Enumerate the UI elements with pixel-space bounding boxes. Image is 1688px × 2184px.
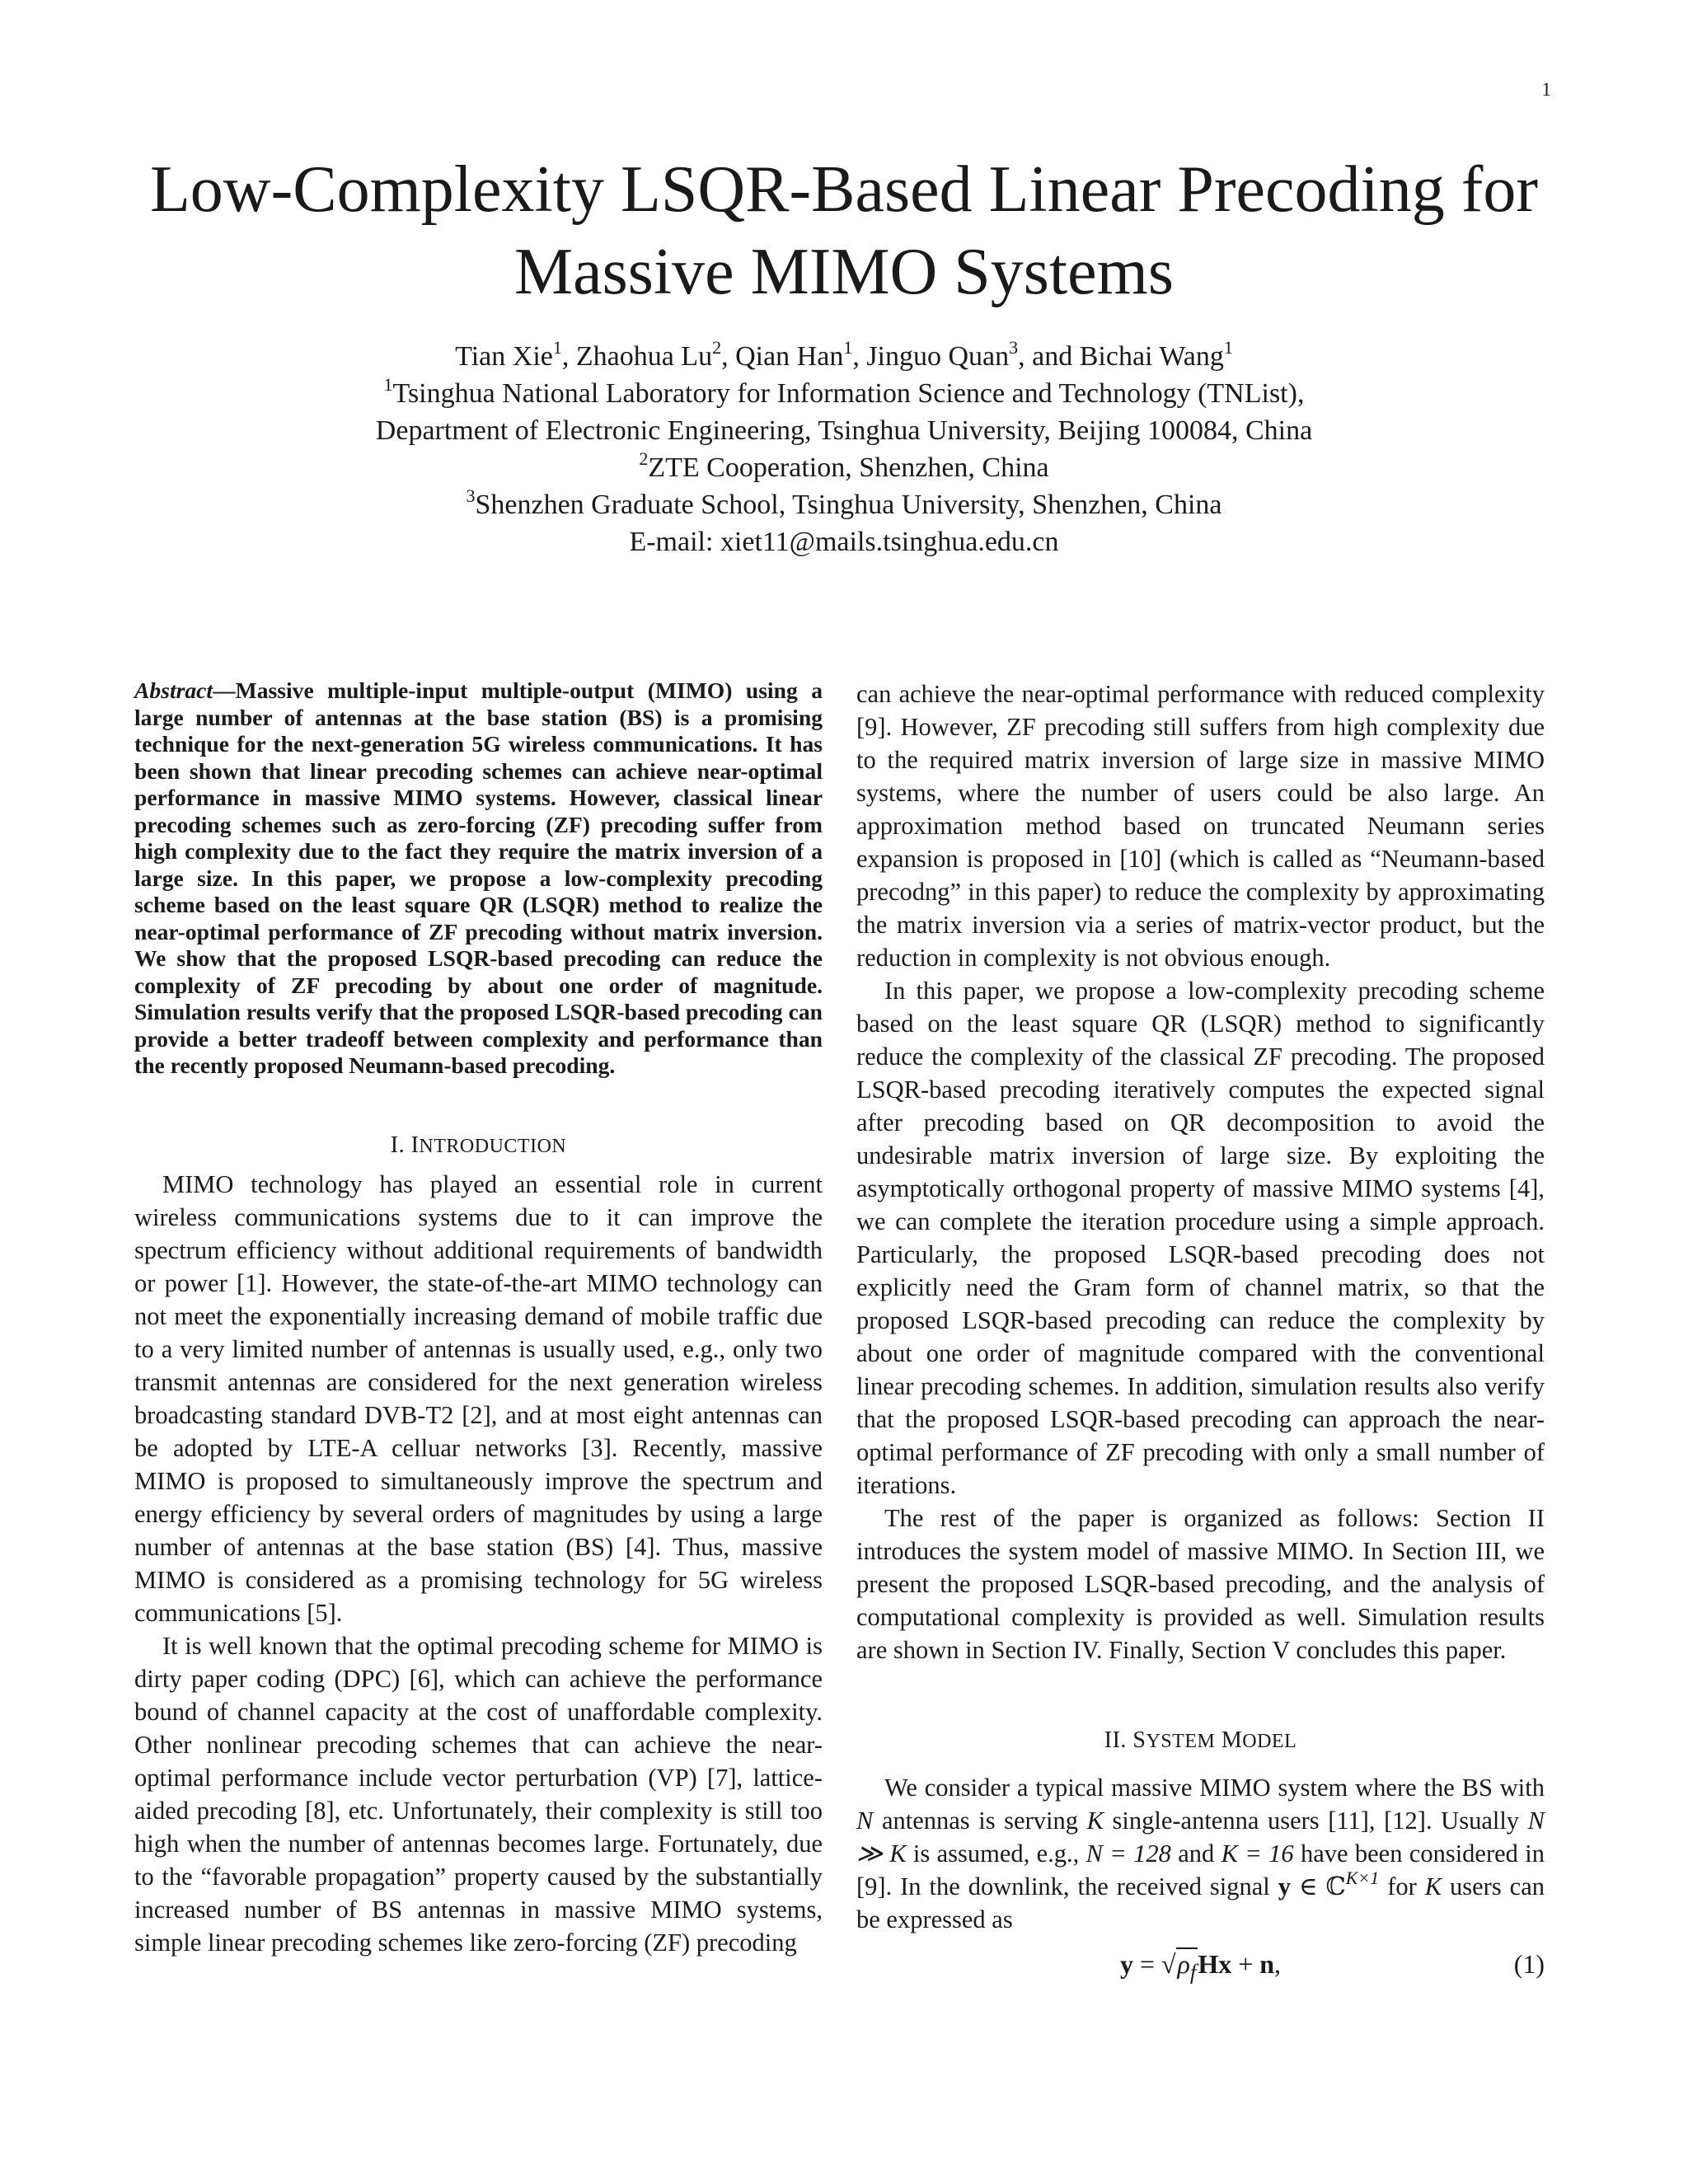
math-symbol: ρ <box>1177 1949 1190 1979</box>
section-heading-introduction <box>134 1129 823 1163</box>
text-run: for <box>1379 1872 1425 1900</box>
section-number: I. <box>390 1132 411 1158</box>
title-line-2: Massive MIMO Systems <box>513 236 1175 308</box>
affiliation-mark: 3 <box>1009 336 1019 358</box>
equation-1 <box>856 1943 1545 1985</box>
abstract-label: Abstract <box>134 677 213 703</box>
title-line-1: Low-Complexity LSQR-Based Linear Precoding for <box>149 153 1539 226</box>
math-vector: n <box>1259 1949 1275 1979</box>
text-run: have been considered in [9]. In the downlink, the received signal <box>856 1840 1545 1900</box>
author-name: , Zhaohua Lu <box>561 341 713 372</box>
heading-rest: NTRODUCTION <box>419 1135 567 1157</box>
math-vector: y <box>1119 1949 1133 1979</box>
intro-paragraph-2-continued: can achieve the near-optimal performance with reduced complexity [9]. However, ZF precoding still suffers from high complexity due to the required matrix inversion of large size in massive MIMO systems, where the number of users could be also large. An approximation method based on truncated Neumann series expansion is proposed in [10] (which is called as “Neumann-based precodng” in this paper) to reduce the complexity by approximating the matrix inversion via a series of matrix-vector product, but the reduction in complexity is not obvious enough. <box>856 680 1545 972</box>
math-symbol: K <box>1424 1872 1442 1900</box>
math-symbol: N <box>856 1807 874 1835</box>
affiliation-2 <box>165 449 1523 486</box>
punctuation: , <box>1274 1949 1282 1979</box>
author-list <box>165 338 1523 375</box>
affiliation-mark: 2 <box>712 336 722 358</box>
affiliation-mark: 1 <box>552 336 562 358</box>
author-name: , Qian Han <box>721 341 844 372</box>
math-operator: + <box>1231 1949 1260 1979</box>
affiliation-text: Shenzhen Graduate School, Tsinghua University, Shenzhen, China <box>475 490 1222 520</box>
equation-body <box>856 1943 1545 1993</box>
heading-initial: I <box>410 1132 420 1158</box>
intro-paragraph-4: The rest of the paper is organized as follows: Section II introduces the system model of massive MIMO. In Section III, we present the proposed LSQR-based precoding, and the analysis of computational complexity is provided as well. Simulation results are shown in Section IV. Finally, Section V concludes this paper. <box>856 1504 1545 1664</box>
affiliation-1b: Department of Electronic Engineering, Tsinghua University, Beijing 100084, China <box>375 415 1313 446</box>
affiliation-1 <box>165 375 1523 412</box>
text-run: single-antenna users [11], [12]. Usually <box>1103 1807 1528 1835</box>
intro-paragraph-2: It is well known that the optimal precoding scheme for MIMO is dirty paper coding (DPC) [6], which can achieve the performance bound of channel capacity at the cost of unaffordable complexity. Other nonlinear precoding schemes that can achieve the near-optimal performance include vector perturbation (VP) [7], lattice-aided precoding [8], etc. Unfortunately, their complexity is still too high when the number of antennas becomes large. Fortunately, due to the “favorable propagation” property caused by the substantially increased number of BS antennas in massive MIMO systems, simple linear precoding schemes like zero-forcing (ZF) precoding <box>134 1631 823 1957</box>
math-vector: Hx <box>1198 1949 1232 1979</box>
sqrt-argument <box>1176 1947 1198 1985</box>
math-subscript: f <box>1189 1959 1197 1985</box>
affiliation-text: ZTE Cooperation, Shenzhen, China <box>648 452 1049 483</box>
affiliation-mark: 1 <box>1223 336 1233 358</box>
affiliation-3 <box>165 486 1523 523</box>
affiliation-mark: 3 <box>466 485 476 506</box>
math-expression: N = 128 <box>1085 1840 1171 1868</box>
left-column <box>134 677 823 1959</box>
system-model-paragraph <box>856 1771 1545 1936</box>
affiliation-mark: 1 <box>843 336 853 358</box>
heading-initial: M <box>1221 1727 1243 1753</box>
math-expression: N ≫ K <box>856 1807 1545 1868</box>
sqrt-symbol: √ <box>1160 1949 1176 1979</box>
text-run: antennas is serving <box>873 1807 1087 1835</box>
text-run: We consider a typical massive MIMO system where the BS with <box>884 1774 1545 1802</box>
text-run: and <box>1170 1840 1221 1868</box>
heading-rest: ODEL <box>1242 1731 1297 1752</box>
text-run: users can be expressed as <box>856 1872 1545 1933</box>
text-run: is assumed, e.g., <box>906 1840 1086 1868</box>
abstract-text: —Massive multiple-input multiple-output (MIMO) using a large number of antennas at the base station (BS) is a promising technique for the next-generation 5G wireless communications. It has been shown that linear precoding schemes can achieve near-optimal performance in massive MIMO systems. However, classical linear precoding schemes such as zero-forcing (ZF) precoding suffer from high complexity due to the fact they require the matrix inversion of a large size. In this paper, we propose a low-complexity precoding scheme based on the least square QR (LSQR) method to realize the near-optimal performance of ZF precoding without matrix inversion. We show that the proposed LSQR-based precoding can reduce the complexity of ZF precoding by about one order of magnitude. Simulation results verify that the proposed LSQR-based precoding can provide a better tradeoff between complexity and performance than the recently proposed Neumann-based precoding. <box>134 677 823 1078</box>
affiliation-mark: 1 <box>383 373 393 395</box>
author-name: , Jinguo Quan <box>852 341 1010 372</box>
math-expression: K = 16 <box>1221 1840 1294 1868</box>
math-vector: y <box>1278 1872 1291 1900</box>
intro-paragraph-3: In this paper, we propose a low-complexity precoding scheme based on the least square QR (LSQR) method to significantly reduce the complexity of the classical ZF precoding. The proposed LSQR-based precoding iteratively computes the expected signal after precoding based on QR decomposition to avoid the undesirable matrix inversion of large size. By exploiting the asymptotically orthogonal property of massive MIMO systems [4], we can complete the iteration procedure using a simple approach. Particularly, the proposed LSQR-based precoding does not explicitly need the Gram form of channel matrix, so that the proposed LSQR-based precoding can reduce the complexity by about one order of magnitude compared with the conventional linear precoding schemes. In addition, simulation results also verify that the proposed LSQR-based precoding can approach the near-optimal performance of ZF precoding with only a small number of iterations. <box>856 977 1545 1499</box>
section-heading-system-model <box>856 1724 1545 1758</box>
affiliation-text: Tsinghua National Laboratory for Information Science and Technology (TNList), <box>392 378 1305 409</box>
page-number: 1 <box>1541 79 1551 100</box>
affiliation-mark: 2 <box>639 448 649 469</box>
author-name: , and Bichai Wang <box>1018 341 1224 372</box>
right-column <box>856 677 1545 1985</box>
math-symbol: K <box>1086 1807 1104 1835</box>
math-operator: = <box>1132 1949 1161 1979</box>
author-email: E-mail: xiet11@mails.tsinghua.edu.cn <box>629 527 1059 557</box>
intro-paragraph-1: MIMO technology has played an essential role in current wireless communications systems due to it can improve the spectrum efficiency without additional requirements of bandwidth or power [1]. However, the state-of-the-art MIMO technology can not meet the exponentially increasing demand of mobile traffic due to a very limited number of antennas is usually used, e.g., only two transmit antennas are considered for the next generation wireless broadcasting standard DVB-T2 [2], and at most eight antennas can be adopted by LTE-A celluar networks [3]. Recently, massive MIMO is proposed to simultaneously improve the spectrum and energy efficiency by several orders of magnitudes by using a large number of antennas at the base station (BS) [4]. Thus, massive MIMO is considered as a promising technology for 5G wireless communications [5]. <box>134 1169 823 1627</box>
math-superscript: K×1 <box>1345 1867 1380 1888</box>
paper-title <box>99 148 1589 313</box>
equation-number: (1) <box>1513 1949 1545 1979</box>
section-number: II. <box>1104 1727 1133 1753</box>
heading-rest: YSTEM <box>1146 1731 1216 1752</box>
author-name: Tian Xie <box>455 341 553 372</box>
author-block <box>165 338 1523 560</box>
abstract <box>134 677 823 1080</box>
heading-initial: S <box>1132 1727 1146 1753</box>
math-expression: ∈ ℂ <box>1290 1872 1346 1900</box>
